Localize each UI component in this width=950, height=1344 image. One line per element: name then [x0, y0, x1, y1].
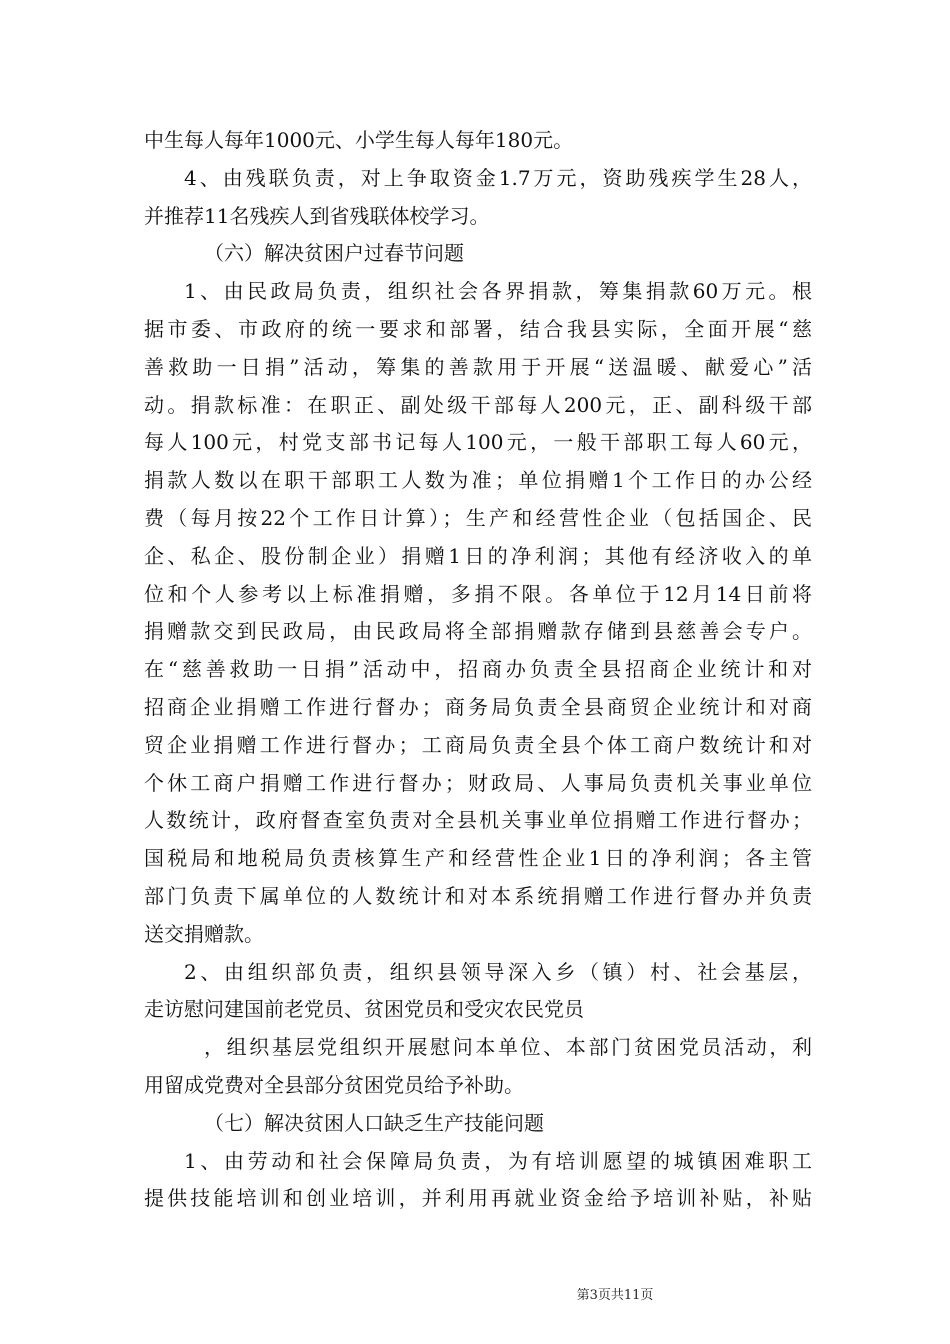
- text-line: 每人100元，村党支部书记每人100元，一般干部职工每人60元，: [144, 430, 812, 455]
- document-body: [144, 122, 812, 1218]
- text-line: 善救助一日捐”活动，筹集的善款用于开展“送温暖、献爱心”活: [144, 354, 812, 379]
- text-line: 4、由残联负责，对上争取资金1.7万元，资助残疾学生28人，: [184, 165, 812, 190]
- text-line: 1、由民政局负责，组织社会各界捐款，筹集捐款60万元。根: [184, 279, 812, 304]
- text-line: 走访慰问建国前老党员、贫困党员和受灾农民党员: [144, 997, 584, 1022]
- text-line: 捐赠款交到民政局，由民政局将全部捐赠款存储到县慈善会专户。: [144, 619, 812, 644]
- text-line: 费（每月按22个工作日计算）；生产和经营性企业（包括国企、民: [144, 505, 812, 530]
- page-footer: [0, 1287, 950, 1305]
- section-heading: （七）解决贫困人口缺乏生产技能问题: [204, 1110, 544, 1135]
- text-line: 个休工商户捐赠工作进行督办；财政局、人事局负责机关事业单位: [144, 770, 812, 795]
- text-line: 贸企业捐赠工作进行督办；工商局负责全县个体工商户数统计和对: [144, 732, 812, 757]
- text-line: 1、由劳动和社会保障局负责，为有培训愿望的城镇困难职工: [184, 1148, 812, 1173]
- text-line: 用留成党费对全县部分贫困党员给予补助。: [144, 1072, 524, 1097]
- text-line: 据市委、市政府的统一要求和部署，结合我县实际，全面开展“慈: [144, 316, 812, 341]
- text-line: 人数统计，政府督查室负责对全县机关事业单位捐赠工作进行督办；: [144, 808, 812, 833]
- text-line: 提供技能培训和创业培训，并利用再就业资金给予培训补贴，补贴: [144, 1186, 812, 1211]
- text-line: 位和个人参考以上标准捐赠，多捐不限。各单位于12月14日前将: [144, 581, 812, 606]
- text-line: 中生每人每年1000元、小学生每人每年180元。: [144, 128, 574, 152]
- text-line: 捐款人数以在职干部职工人数为准；单位捐赠1个工作日的办公经: [144, 468, 812, 493]
- text-line: 部门负责下属单位的人数统计和对本系统捐赠工作进行督办并负责: [144, 883, 812, 908]
- text-line: 在“慈善救助一日捐”活动中，招商办负责全县招商企业统计和对: [144, 657, 812, 682]
- text-line: 送交捐赠款。: [144, 921, 264, 946]
- text-line: ，组织基层党组织开展慰问本单位、本部门贫困党员活动，利: [204, 1035, 812, 1060]
- text-line: 企、私企、股份制企业）捐赠1日的净利润；其他有经济收入的单: [144, 543, 812, 568]
- text-line: 招商企业捐赠工作进行督办；商务局负责全县商贸企业统计和对商: [144, 694, 812, 719]
- page-number: 第3页共11页: [576, 1288, 654, 1303]
- text-line: 动。捐款标准：在职正、副处级干部每人200元，正、副科级干部: [144, 392, 812, 417]
- text-line: 国税局和地税局负责核算生产和经营性企业1日的净利润；各主管: [144, 846, 812, 871]
- text-line: 并推荐11名残疾人到省残联体校学习。: [144, 203, 490, 228]
- text-line: 2、由组织部负责，组织县领导深入乡（镇）村、社会基层，: [184, 959, 812, 984]
- section-heading: （六）解决贫困户过春节问题: [204, 241, 464, 266]
